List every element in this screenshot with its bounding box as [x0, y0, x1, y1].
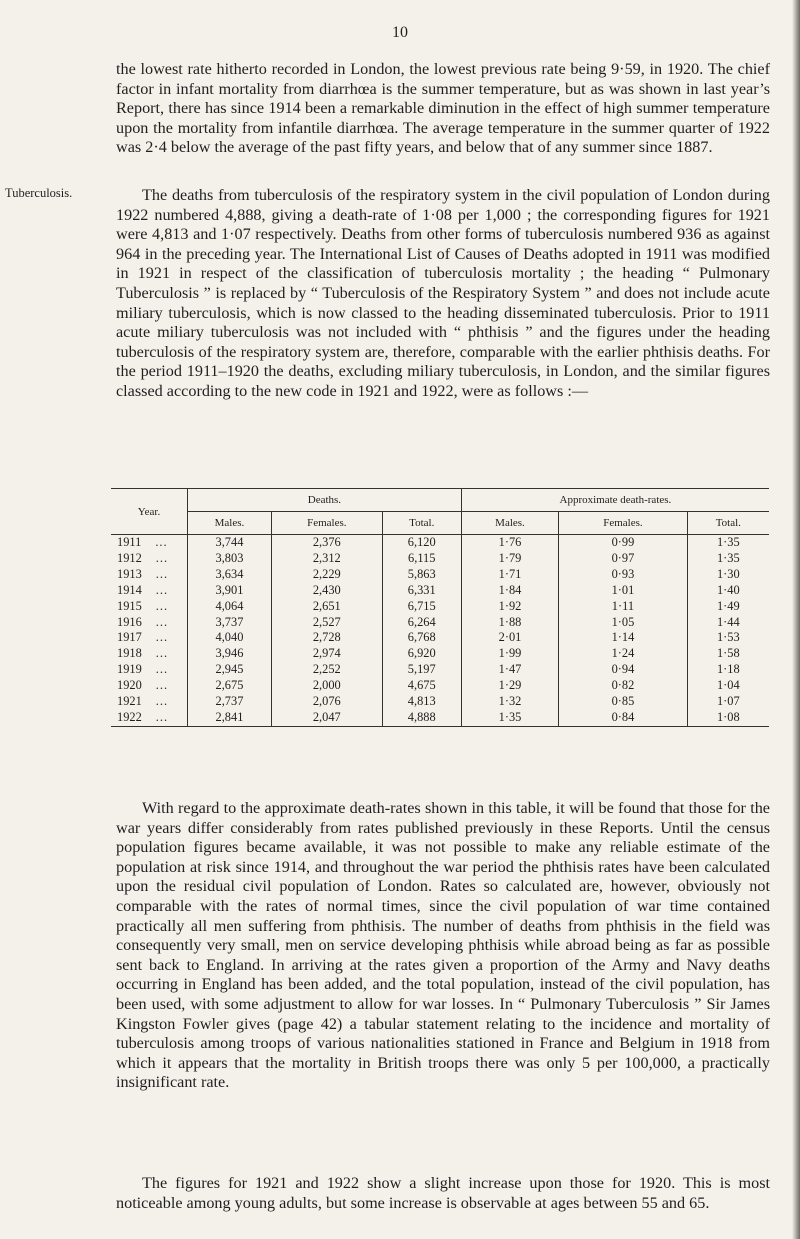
cell-d-m: 3,803: [215, 550, 244, 565]
cell-d-f: 2,651: [271, 599, 382, 615]
cell-d-f: 2,000: [271, 678, 382, 694]
year-cell: [111, 551, 188, 567]
deaths-females-header: Females.: [271, 512, 382, 535]
year-value: 1914: [117, 582, 142, 597]
table-row: [111, 599, 769, 615]
cell-d-f: 2,229: [271, 567, 382, 583]
margin-note-tuberculosis: Tuberculosis.: [5, 186, 73, 200]
year-value: 1919: [117, 662, 142, 677]
year-value: 1922: [117, 709, 142, 724]
cell-r-m: 1·32: [461, 694, 558, 710]
table-row: [111, 567, 769, 583]
cell-d-m: 3,634: [215, 566, 244, 581]
cell-d-m: 3,737: [215, 614, 244, 629]
cell-r-f: 1·11: [559, 599, 688, 615]
year-value: 1912: [117, 550, 142, 565]
closing-paragraph: The figures for 1921 and 1922 show a slight increase upon those for 1920. This is most noticeable among young adults, but some increase is observable at ages between 55 and 65.: [116, 1174, 770, 1212]
rates-females-header: Females.: [559, 512, 688, 535]
leader-dots: ...: [155, 614, 169, 629]
cell-r-f: 0·99: [559, 535, 688, 551]
cell-d-m: 2,841: [188, 710, 272, 726]
year-cell: [111, 615, 188, 631]
cell-d-t: 6,115: [382, 551, 461, 567]
tuberculosis-paragraph: The deaths from tuberculosis of the respiratory system in the civil population of London during 1922 numbered 4,888, giving a death-rate of 1·08 per 1,000 ; the corresponding figures for 1921 were 4,813 and 1·07 respectively. Deaths from other forms of tuberculosis numbered 936 as against 964 in the preceding year. The International List of Causes of Deaths adopted in 1911 was modified in 1921 in respect of the classification of tuberculosis mortality ; the heading “ Pulmonary Tuberculosis ” is replaced by “ Tuberculosis of the Respiratory System ” and does not include acute miliary tuberculosis, which is now classed to the heading disseminated tuberculosis. Prior to 1911 acute miliary tuberculosis was not included with “ phthisis ” and the figures under the heading tuberculosis of the respiratory system are, therefore, comparable with the earlier phthisis deaths. For the period 1911–1920 the deaths, excluding miliary tuberculosis, in London, and the similar figures classed according to the new code in 1921 and 1922, were as follows :—: [116, 186, 770, 400]
cell-r-m: 1·76: [461, 535, 558, 551]
cell-r-m: 2·01: [461, 630, 558, 646]
cell-d-m: 4,040: [215, 630, 244, 645]
table-row: [111, 662, 769, 678]
leader-dots: ...: [155, 582, 169, 597]
rates-males-header: Males.: [461, 512, 558, 535]
cell-d-f: 2,430: [271, 583, 382, 599]
leader-dots: ...: [155, 566, 169, 581]
year-value: 1920: [117, 678, 142, 693]
table-row: [111, 615, 769, 631]
cell-r-m: 1·88: [461, 615, 558, 631]
leader-dots: ...: [155, 709, 169, 724]
cell-r-t: 1·40: [687, 583, 769, 599]
cell-r-t: 1·44: [687, 615, 769, 631]
cell-d-t: 4,888: [382, 710, 461, 726]
leader-dots: ...: [155, 535, 168, 549]
tuberculosis-deaths-table: [111, 488, 769, 727]
cell-d-f: 2,047: [271, 710, 382, 726]
intro-paragraph: the lowest rate hitherto recorded in London, the lowest previous rate being 9·59, in 1920. The chief factor in infant mortality from diarrhœa is the summer temperature, but as was shown in last year’s Report, there has since 1914 been a remarkable diminution in the effect of high summer temperature upon the mortality from infantile diarrhœa. The average temperature in the summer quarter of 1922 was 2·4 below the average of the past fifty years, and below that of any summer since 1887.: [116, 60, 770, 157]
cell-r-m: 1·92: [461, 599, 558, 615]
cell-d-t: 6,331: [382, 583, 461, 599]
table-row: [111, 551, 769, 567]
table-row: [111, 646, 769, 662]
cell-d-m: 3,901: [215, 582, 244, 597]
year-value: 1913: [117, 566, 142, 581]
cell-d-t: 6,920: [382, 646, 461, 662]
cell-r-f: 0·82: [559, 678, 688, 694]
deaths-total-header: Total.: [382, 512, 461, 535]
war-years-paragraph: With regard to the approximate death-rates shown in this table, it will be found that those for the war years differ considerably from rates published previously in these Reports. Until the census population figures became available, it was not possible to make any reliable estimate of the population at risk since 1914, and throughout the war period the phthisis rates have been calculated upon the residual civil population of London. Rates so calculated are, however, obviously not comparable with the rates of normal times, since the civil population of war time contained practically all men suffering from phthisis. The number of deaths from phthisis in the field was consequently very small, men on service developing phthisis while abroad being as far as possible sent back to England. In arriving at the rates given a proportion of the Army and Navy deaths occurring in England has been added, and the total population, instead of the civil population, has been used, with some adjustment to allow for war losses. In “ Pulmonary Tuberculosis ” Sir James Kingston Fowler gives (page 42) a tabular statement relating to the incidence and mortality of tuberculosis among troops of various nationalities stationed in France and Belgium in 1918 from which it appears that the mortality in British troops there was only 5 per 100,000, a practically insignificant rate.: [116, 799, 770, 1092]
cell-r-t: 1·08: [687, 710, 769, 726]
cell-r-f: 0·84: [559, 710, 688, 726]
cell-d-m: 2,675: [215, 678, 244, 693]
table-row: [111, 678, 769, 694]
year-cell: [111, 678, 188, 694]
cell-d-t: 4,813: [382, 694, 461, 710]
cell-r-t: 1·18: [687, 662, 769, 678]
cell-r-t: 1·04: [687, 678, 769, 694]
cell-r-t: 1·30: [687, 567, 769, 583]
deaths-males-header: Males.: [188, 512, 272, 535]
cell-r-m: 1·79: [461, 551, 558, 567]
cell-d-t: 5,197: [382, 662, 461, 678]
table-row: [111, 694, 769, 710]
cell-r-t: 1·35: [687, 535, 769, 551]
year-value: 1921: [117, 694, 142, 709]
rates-header: Approximate death-rates.: [461, 489, 769, 512]
cell-r-f: 0·93: [559, 567, 688, 583]
year-cell: [111, 630, 188, 646]
year-value: 1917: [117, 630, 142, 645]
table-row: [111, 710, 769, 726]
year-value: 1916: [117, 614, 142, 629]
year-header: Year.: [111, 489, 188, 535]
cell-r-t: 1·07: [687, 694, 769, 710]
deaths-table: [111, 488, 769, 727]
year-cell: [111, 567, 188, 583]
year-cell: [111, 583, 188, 599]
cell-d-m: 3,946: [215, 646, 244, 661]
year-value: 1915: [117, 598, 142, 613]
cell-d-f: 2,974: [271, 646, 382, 662]
cell-d-t: 6,715: [382, 599, 461, 615]
leader-dots: ...: [155, 662, 169, 677]
cell-r-m: 1·29: [461, 678, 558, 694]
cell-d-m: 2,945: [215, 662, 244, 677]
cell-d-t: 6,768: [382, 630, 461, 646]
cell-d-m: 3,744: [215, 535, 244, 549]
cell-r-f: 1·01: [559, 583, 688, 599]
cell-r-m: 1·47: [461, 662, 558, 678]
cell-d-m: 2,737: [215, 694, 244, 709]
page-edge: [792, 0, 800, 1239]
cell-d-t: 5,863: [382, 567, 461, 583]
table-row: [111, 630, 769, 646]
cell-d-t: 6,264: [382, 615, 461, 631]
table-row: [111, 583, 769, 599]
cell-d-f: 2,728: [271, 630, 382, 646]
page-number: 10: [392, 24, 408, 41]
cell-r-f: 1·05: [559, 615, 688, 631]
cell-d-t: 4,675: [382, 678, 461, 694]
cell-d-f: 2,527: [271, 615, 382, 631]
cell-r-t: 1·53: [687, 630, 769, 646]
cell-r-t: 1·49: [687, 599, 769, 615]
cell-r-f: 1·24: [559, 646, 688, 662]
year-cell: [111, 662, 188, 678]
cell-r-m: 1·35: [461, 710, 558, 726]
year-value: 1918: [117, 646, 142, 661]
cell-d-f: 2,312: [271, 551, 382, 567]
cell-r-f: 1·14: [559, 630, 688, 646]
year-value: 1911: [117, 535, 142, 549]
cell-d-f: 2,076: [271, 694, 382, 710]
cell-r-f: 0·94: [559, 662, 688, 678]
year-cell: [111, 535, 188, 551]
year-cell: [111, 710, 188, 726]
leader-dots: ...: [155, 550, 169, 565]
cell-d-f: 2,376: [271, 535, 382, 551]
cell-r-m: 1·71: [461, 567, 558, 583]
table-body: [111, 535, 769, 727]
cell-r-m: 1·99: [461, 646, 558, 662]
deaths-header: Deaths.: [188, 489, 462, 512]
leader-dots: ...: [155, 646, 169, 661]
table-row: [111, 535, 769, 551]
cell-r-f: 0·85: [559, 694, 688, 710]
leader-dots: ...: [155, 678, 169, 693]
cell-d-m: 4,064: [215, 598, 244, 613]
leader-dots: ...: [155, 694, 169, 709]
cell-d-t: 6,120: [382, 535, 461, 551]
cell-r-t: 1·35: [687, 551, 769, 567]
cell-d-f: 2,252: [271, 662, 382, 678]
cell-r-t: 1·58: [687, 646, 769, 662]
cell-r-f: 0·97: [559, 551, 688, 567]
leader-dots: ...: [155, 598, 169, 613]
leader-dots: ...: [155, 630, 169, 645]
year-cell: [111, 599, 188, 615]
rates-total-header: Total.: [687, 512, 769, 535]
year-cell: [111, 694, 188, 710]
cell-r-m: 1·84: [461, 583, 558, 599]
year-cell: [111, 646, 188, 662]
